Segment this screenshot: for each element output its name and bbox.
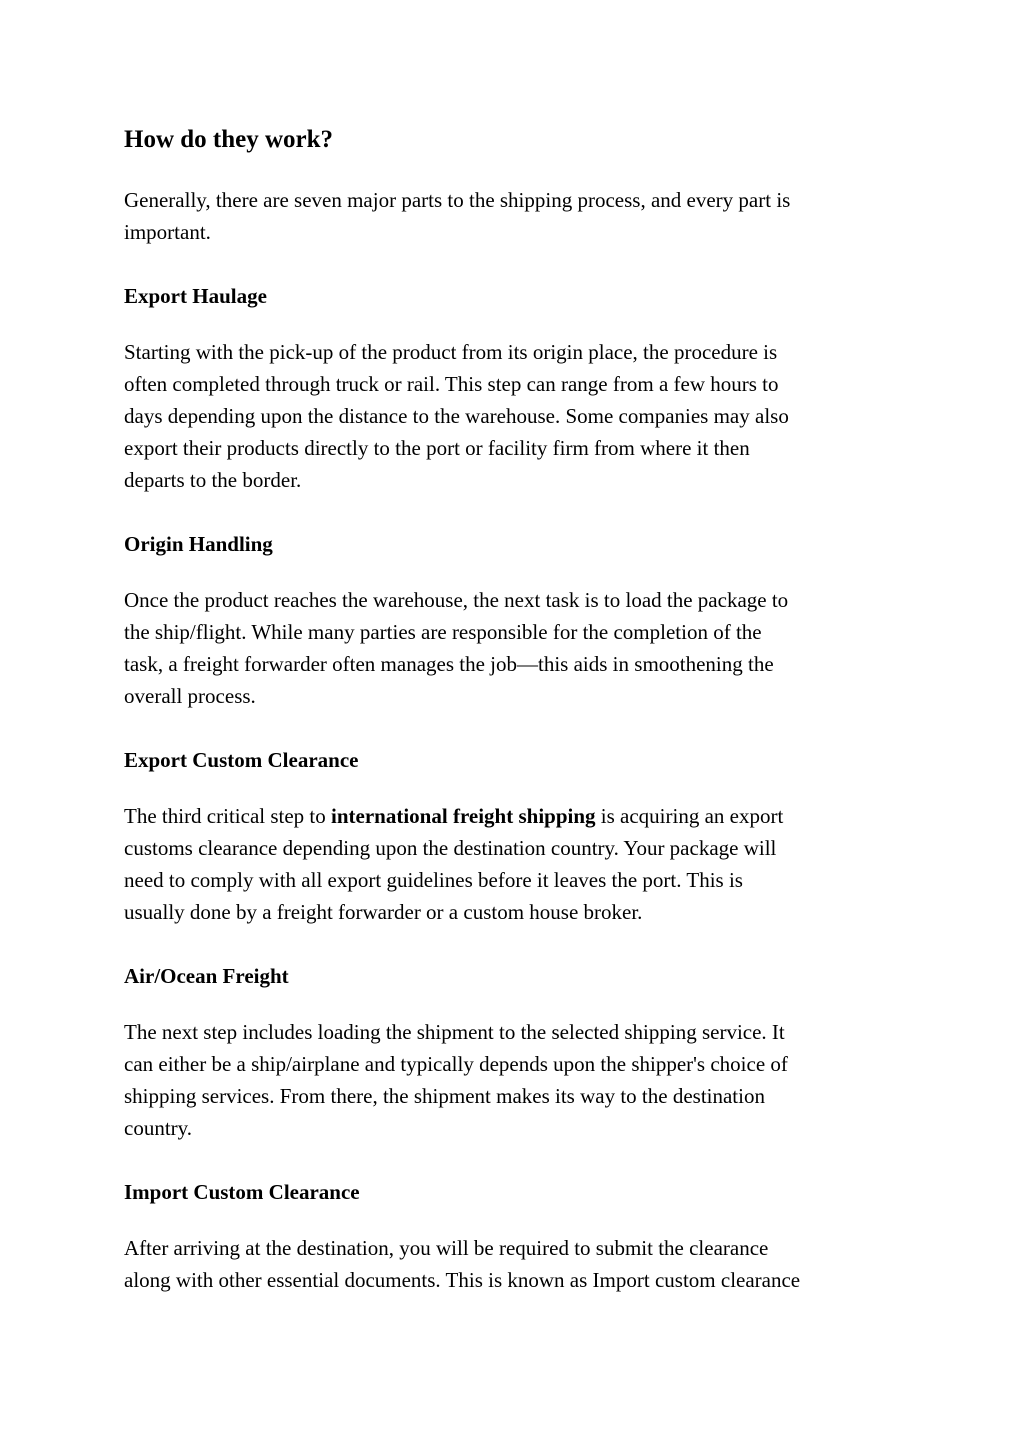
bold-link-text: international freight shipping <box>331 804 596 828</box>
section-paragraph-import-custom-clearance <box>124 1232 914 1296</box>
paragraph-line: need to comply with all export guidelines before it leaves the port. This is <box>124 868 743 892</box>
paragraph-line: shipping services. From there, the shipment makes its way to the destination <box>124 1084 765 1108</box>
paragraph-line: task, a freight forwarder often manages the job—this aids in smoothening the <box>124 652 774 676</box>
paragraph-line: departs to the border. <box>124 468 302 492</box>
paragraph-line: can either be a ship/airplane and typically depends upon the shipper's choice of <box>124 1052 788 1076</box>
page-title: How do they work? <box>124 126 334 153</box>
paragraph-line: along with other essential documents. This is known as Import custom clearance <box>124 1268 801 1292</box>
paragraph-line <box>124 800 914 832</box>
paragraph-line: The next step includes loading the shipment to the selected shipping service. It <box>124 1020 785 1044</box>
intro-paragraph <box>124 184 914 248</box>
paragraph-line: Starting with the pick-up of the product from its origin place, the procedure is <box>124 340 778 364</box>
intro-line: Generally, there are seven major parts to the shipping process, and every part is <box>124 188 791 212</box>
paragraph-text: The third critical step to <box>124 804 332 828</box>
paragraph-line: export their products directly to the port or facility firm from where it then <box>124 436 750 460</box>
paragraph-line: customs clearance depending upon the destination country. Your package will <box>124 836 777 860</box>
intro-line: important. <box>124 220 211 244</box>
paragraph-line: country. <box>124 1116 193 1140</box>
section-heading-air-ocean-freight: Air/Ocean Freight <box>124 964 289 988</box>
section-heading-import-custom-clearance: Import Custom Clearance <box>124 1180 360 1204</box>
paragraph-line: days depending upon the distance to the warehouse. Some companies may also <box>124 404 789 428</box>
paragraph-line: Once the product reaches the warehouse, the next task is to load the package to <box>124 588 789 612</box>
paragraph-line: overall process. <box>124 684 256 708</box>
section-paragraph-export-haulage <box>124 336 914 496</box>
section-paragraph-origin-handling <box>124 584 914 712</box>
paragraph-text: is acquiring an export <box>595 804 784 828</box>
section-heading-origin-handling: Origin Handling <box>124 532 273 556</box>
paragraph-line: usually done by a freight forwarder or a custom house broker. <box>124 900 643 924</box>
section-paragraph-export-custom-clearance <box>124 800 914 928</box>
section-heading-export-haulage: Export Haulage <box>124 284 267 308</box>
section-heading-export-custom-clearance: Export Custom Clearance <box>124 748 359 772</box>
section-paragraph-air-ocean-freight <box>124 1016 914 1144</box>
paragraph-line: After arriving at the destination, you will be required to submit the clearance <box>124 1236 769 1260</box>
paragraph-line: often completed through truck or rail. This step can range from a few hours to <box>124 372 779 396</box>
paragraph-line: the ship/flight. While many parties are responsible for the completion of the <box>124 620 762 644</box>
